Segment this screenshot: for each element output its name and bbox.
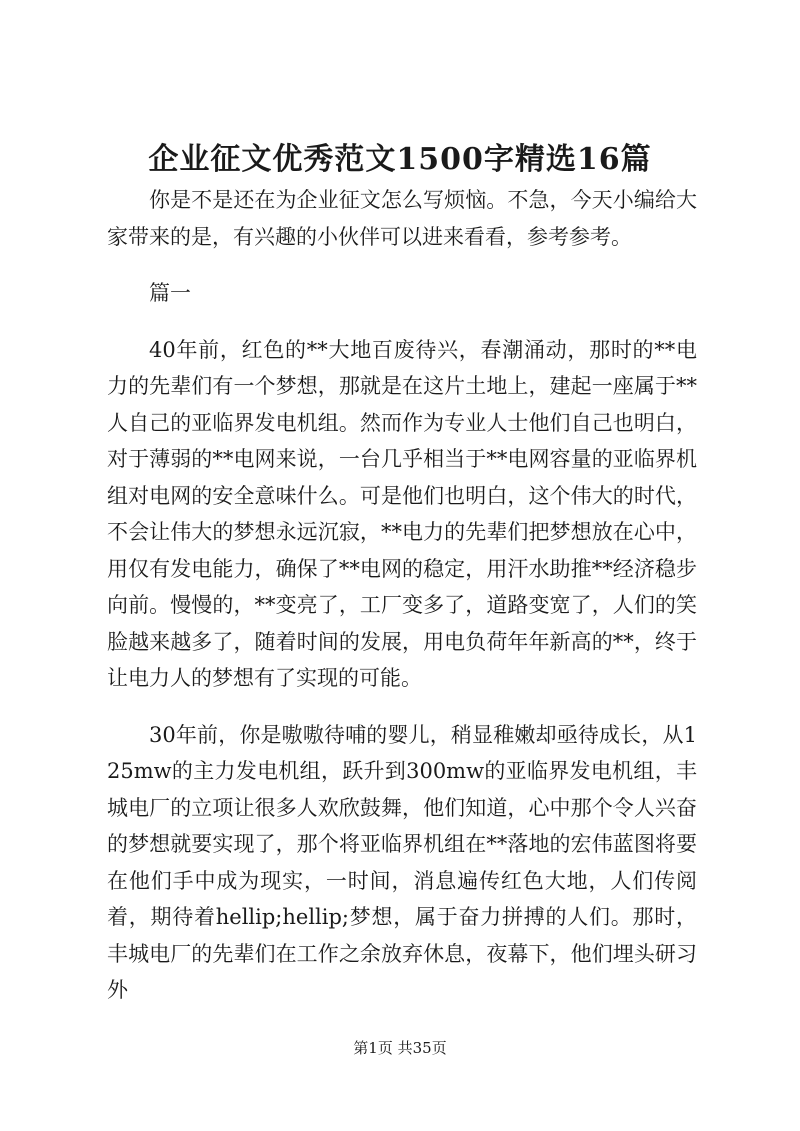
body-paragraph: 40年前，红色的**大地百废待兴，春潮涌动，那时的**电力的先辈们有一个梦想，那就是在这片土地上，建起一座属于**人自己的亚临界发电机组。然而作为专业人士他们自己也明白，对于薄弱的**电网来说，一台几乎相当于**电网容量的亚临界机组对电网的安全意味什么。可是他们也明白，这个伟大的时代，不会让伟大的梦想永远沉寂，**电力的先辈们把梦想放在心中，用仅有发电能力，确保了**电网的稳定，用汗水助推**经济稳步向前。慢慢的，**变亮了，工厂变多了，道路变宽了，人们的笑脸越来越多了，随着时间的发展，用电负荷年年新高的**，终于让电力人的梦想有了实现的可能。: [107, 337, 697, 690]
intro-paragraph: 你是不是还在为企业征文怎么写烦恼。不急，今天小编给大家带来的是，有兴趣的小伙伴可以进来看看，参考参考。: [107, 188, 697, 249]
document-body: [107, 182, 697, 1009]
page-title: 企业征文优秀范文1500字精选16篇: [148, 142, 652, 177]
section-heading: 篇一: [149, 281, 191, 305]
page-number: 第1页 共35页: [353, 1039, 447, 1057]
body-paragraph: 30年前，你是嗷嗷待哺的婴儿，稍显稚嫩却亟待成长，从125mw的主力发电机组，跃升到300mw的亚临界发电机组，丰城电厂的立项让很多人欢欣鼓舞，他们知道，心中那个令人兴奋的梦想就要实现了，那个将亚临界机组在**落地的宏伟蓝图将要在他们手中成为现实，一时间，消息遍传红色大地，人们传阅着，期待着hellip;hellip;梦想，属于奋力拼搏的人们。那时，丰城电厂的先辈们在工作之余放弃休息，夜幕下，他们埋头研习外: [107, 722, 697, 1002]
